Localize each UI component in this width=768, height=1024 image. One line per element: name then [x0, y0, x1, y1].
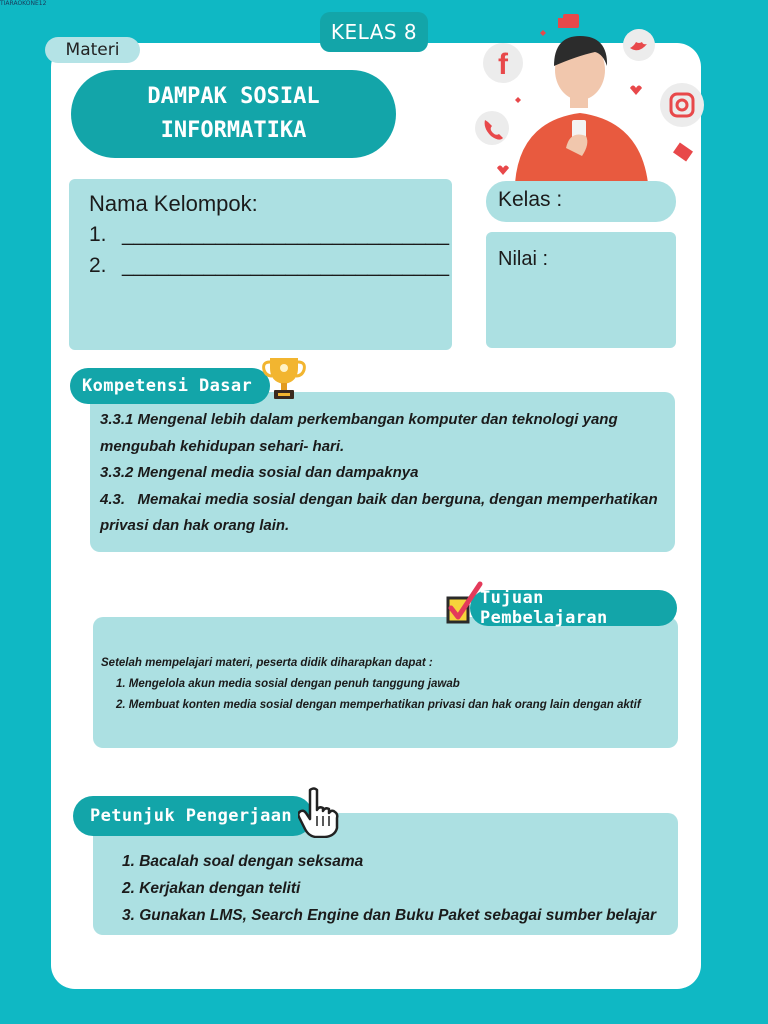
group-member-field-1[interactable]: ____________________________	[122, 223, 450, 246]
svg-text:f: f	[498, 48, 508, 81]
kelas-field[interactable]	[486, 181, 676, 222]
nilai-field[interactable]	[486, 232, 676, 348]
twitter-icon	[623, 29, 655, 61]
pointer-hand-icon	[298, 786, 344, 838]
heart-icon	[630, 86, 642, 96]
petunjuk-heading: Petunjuk Pengerjaan	[73, 796, 313, 836]
group-label: Nama Kelompok:	[89, 191, 258, 216]
tujuan-intro: Setelah mempelajari materi, peserta didik diharapkan dapat :	[101, 657, 433, 669]
petunjuk-item: 1. Bacalah soal dengan seksama	[122, 853, 364, 870]
facebook-icon	[483, 43, 523, 83]
heart-icon	[540, 30, 546, 36]
group-member-number-2: 2.	[89, 254, 107, 277]
kompetensi-list	[100, 407, 670, 540]
page-title	[71, 70, 396, 158]
group-member-number-1: 1.	[89, 223, 107, 246]
tujuan-item: 1. Mengelola akun media sosial dengan penuh tanggung jawab	[116, 678, 460, 690]
sparkle-icon	[515, 97, 521, 103]
title-line-1: DAMPAK SOSIAL	[147, 84, 320, 109]
kompetensi-line: 3.3.1 Mengenal lebih dalam perkembangan komputer dan teknologi yang	[100, 411, 618, 428]
checkbox-icon	[444, 580, 484, 628]
kompetensi-line: 4.3. Memakai media sosial dengan baik dan berguna, dengan memperhatikan	[100, 490, 658, 508]
kompetensi-line: mengubah kehidupan sehari- hari.	[100, 437, 345, 455]
title-line-2: INFORMATIKA	[160, 118, 307, 143]
petunjuk-item: 3. Gunakan LMS, Search Engine dan Buku Paket sebagai sumber belajar	[122, 907, 657, 924]
tujuan-heading: Tujuan Pembelajaran	[470, 590, 677, 626]
social-media-illustration	[470, 8, 705, 188]
materi-tag: Materi	[45, 37, 140, 63]
tujuan-list	[101, 653, 676, 716]
watermark: TIARAOKONE12	[0, 0, 47, 7]
kompetensi-line: privasi dan hak orang lain.	[100, 517, 290, 534]
envelope-icon	[673, 142, 693, 161]
group-member-field-2[interactable]: ____________________________	[122, 254, 450, 277]
kompetensi-line: 3.3.2 Mengenal media sosial dan dampaknya	[100, 464, 419, 481]
petunjuk-item: 2. Kerjakan dengan teliti	[122, 880, 301, 897]
class-tag: KELAS 8	[320, 12, 428, 52]
phone-icon	[475, 111, 509, 145]
person-icon	[515, 36, 648, 183]
instagram-icon	[660, 83, 704, 127]
trophy-icon	[260, 354, 308, 402]
group-box	[69, 179, 452, 350]
kelas-label: Kelas :	[498, 188, 563, 211]
kompetensi-heading: Kompetensi Dasar	[70, 368, 270, 404]
like-icon	[558, 14, 579, 28]
tujuan-item: 2. Membuat konten media sosial dengan memperhatikan privasi dan hak orang lain dengan aktif	[116, 699, 641, 711]
nilai-label: Nilai :	[498, 248, 549, 270]
petunjuk-list	[122, 848, 672, 929]
heart-icon	[497, 166, 509, 176]
